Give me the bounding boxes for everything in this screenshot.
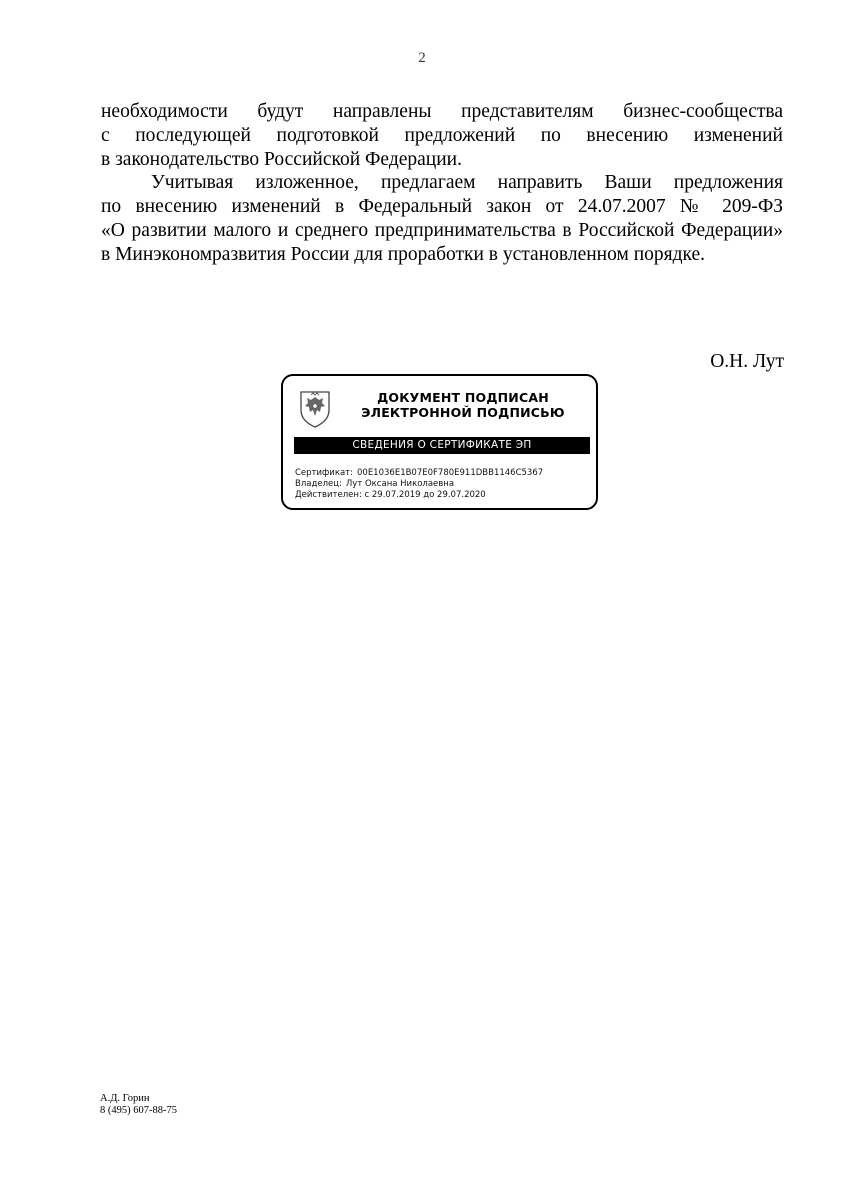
stamp-title-line: ЭЛЕКТРОННОЙ ПОДПИСЬЮ: [361, 405, 565, 420]
author-name: А.Д. Горин: [100, 1093, 150, 1104]
certificate-info-bar: СВЕДЕНИЯ О СЕРТИФИКАТЕ ЭП: [294, 437, 590, 454]
certificate-label: Сертификат:: [295, 468, 353, 478]
stamp-title: [343, 390, 583, 420]
owner-value: Лут Оксана Николаевна: [345, 479, 455, 489]
owner-row: [295, 479, 543, 490]
text-line: по внесению изменений в Федеральный закон от 24.07.2007 № 209-ФЗ: [101, 196, 783, 218]
electronic-signature-stamp: [281, 374, 598, 510]
paragraph-1: [101, 100, 783, 171]
author-contact: [100, 1093, 177, 1117]
paragraph-2: [101, 171, 783, 266]
page-number: 2: [418, 50, 426, 66]
text-line: необходимости будут направлены представителям бизнес-сообщества: [101, 101, 783, 122]
letter-body: [101, 100, 783, 267]
certificate-details: [295, 468, 543, 501]
text-line: Учитывая изложенное, предлагаем направить Ваши предложения: [151, 172, 783, 194]
stamp-title-line: ДОКУМЕНТ ПОДПИСАН: [377, 390, 549, 405]
text-line: с последующей подготовкой предложений по внесению изменений: [101, 124, 783, 146]
certificate-row: [295, 468, 543, 479]
owner-label: Владелец:: [295, 479, 342, 489]
validity-row: Действителен: с 29.07.2019 до 29.07.2020: [295, 490, 486, 500]
signatory-name: О.Н. Лут: [710, 351, 784, 372]
coat-of-arms-icon: [298, 388, 332, 428]
text-line: «О развитии малого и среднего предпринимательства в Российской Федерации»: [101, 219, 783, 241]
author-phone: 8 (495) 607-88-75: [100, 1105, 177, 1116]
certificate-value: 00E1036E1B07E0F780E911DBB1146C5367: [357, 468, 544, 478]
text-line: в законодательство Российской Федерации.: [101, 148, 462, 170]
text-line: в Минэкономразвития России для проработки в установленном порядке.: [101, 243, 706, 265]
